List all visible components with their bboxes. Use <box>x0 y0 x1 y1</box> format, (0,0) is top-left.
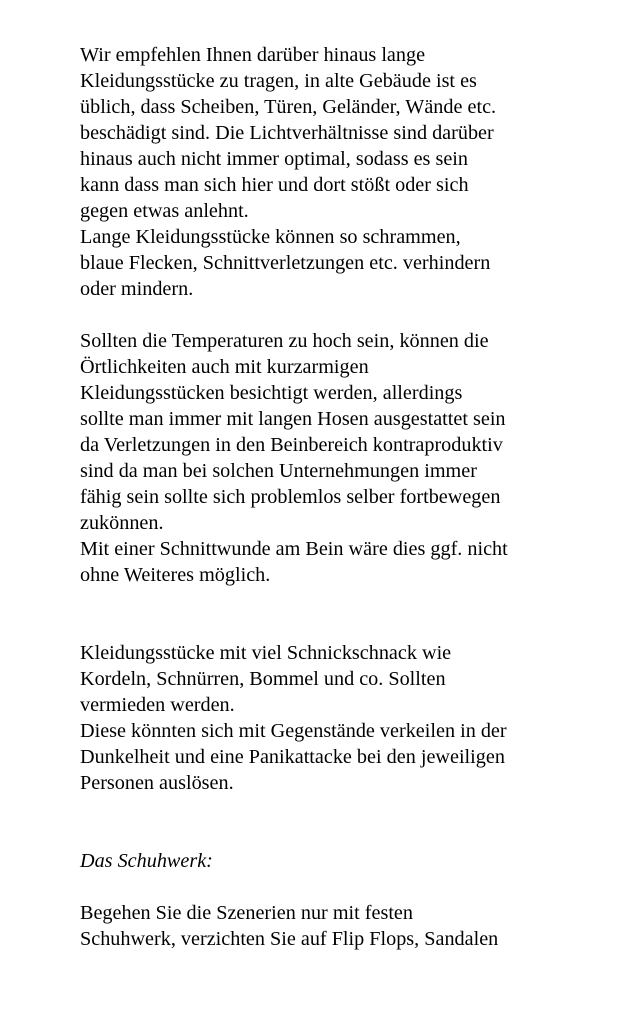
text-line: Örtlichkeiten auch mit kurzarmigen <box>80 356 369 378</box>
text-line: Kleidungsstücken besichtigt werden, allerdings <box>80 382 463 404</box>
text-line: vermieden werden. <box>80 694 235 716</box>
paragraph-spacer <box>80 822 570 848</box>
text-line: Diese könnten sich mit Gegenstände verkeilen in der <box>80 720 507 742</box>
text-line: Begehen Sie die Szenerien nur mit festen <box>80 902 413 924</box>
paragraph-accessories <box>80 640 570 796</box>
text-line: blaue Flecken, Schnittverletzungen etc. verhindern <box>80 252 491 274</box>
paragraph-spacer <box>80 796 570 822</box>
text-line: Personen auslösen. <box>80 772 234 794</box>
text-line: gegen etwas anlehnt. <box>80 200 249 222</box>
document-page <box>80 42 570 952</box>
text-line: beschädigt sind. Die Lichtverhältnisse sind darüber <box>80 122 494 144</box>
paragraph-spacer <box>80 614 570 640</box>
section-heading: Das Schuhwerk: <box>80 850 213 872</box>
paragraph-spacer <box>80 588 570 614</box>
paragraph-spacer <box>80 874 570 900</box>
text-line: da Verletzungen in den Beinbereich kontraproduktiv <box>80 434 503 456</box>
text-line: Mit einer Schnittwunde am Bein wäre dies ggf. nicht <box>80 538 508 560</box>
text-line: Wir empfehlen Ihnen darüber hinaus lange <box>80 44 426 66</box>
text-line: zukönnen. <box>80 512 164 534</box>
text-line: Lange Kleidungsstücke können so schrammen, <box>80 226 461 248</box>
text-line: ohne Weiteres möglich. <box>80 564 271 586</box>
paragraph-spacer <box>80 302 570 328</box>
text-line: Sollten die Temperaturen zu hoch sein, können die <box>80 330 489 352</box>
text-line: kann dass man sich hier und dort stößt oder sich <box>80 174 469 196</box>
paragraph-footwear <box>80 900 570 952</box>
text-line: sind da man bei solchen Unternehmungen immer <box>80 460 477 482</box>
paragraph-temperature <box>80 328 570 588</box>
text-line: oder mindern. <box>80 278 194 300</box>
text-line: fähig sein sollte sich problemlos selber fortbewegen <box>80 486 501 508</box>
paragraph-clothing-length <box>80 42 570 302</box>
text-line: Kleidungsstücke zu tragen, in alte Gebäude ist es <box>80 70 477 92</box>
text-line: hinaus auch nicht immer optimal, sodass es sein <box>80 148 468 170</box>
text-line: Dunkelheit und eine Panikattacke bei den jeweiligen <box>80 746 505 768</box>
text-line: Kleidungsstücke mit viel Schnickschnack wie <box>80 642 452 664</box>
text-line: Kordeln, Schnürren, Bommel und co. Sollten <box>80 668 446 690</box>
text-line: Schuhwerk, verzichten Sie auf Flip Flops, Sandalen <box>80 928 499 950</box>
text-line: sollte man immer mit langen Hosen ausgestattet sein <box>80 408 506 430</box>
text-line: üblich, dass Scheiben, Türen, Geländer, Wände etc. <box>80 96 497 118</box>
